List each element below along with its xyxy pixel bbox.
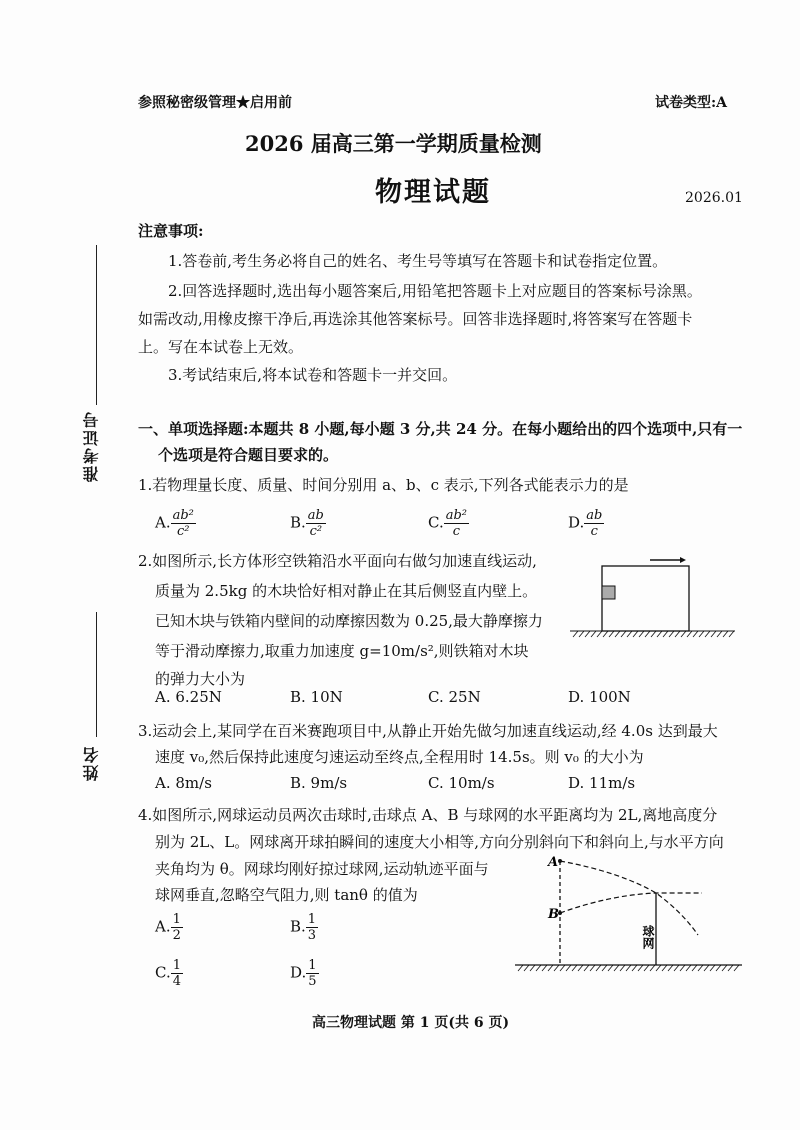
q2-option-a: A. 6.25N — [155, 688, 222, 706]
q4-option-a: A. $\frac{1}{2}$ — [155, 912, 181, 943]
exam-no-label: 准考证号 — [82, 410, 101, 482]
note-1: 1.答卷前,考生务必将自己的姓名、考生号等填写在答题卡和试卷指定位置。 — [168, 252, 668, 270]
q3-line-1: 3.运动会上,某同学在百米赛跑项目中,从静止开始先做匀加速直线运动,经 4.0s 达到最大 — [138, 722, 718, 740]
name-label: 姓名 — [82, 745, 101, 781]
q4-line-4: 球网垂直,忽略空气阻力,则 tanθ 的值为 — [155, 886, 418, 904]
q1-option-d: D. $\frac{ab}{c}$ — [568, 508, 603, 539]
notes-title: 注意事项: — [138, 222, 204, 240]
q2-line-4: 等于滑动摩擦力,取重力加速度 g=10m/s²,则铁箱对木块 — [155, 642, 529, 660]
name-line — [96, 612, 97, 737]
q1-option-a: A. $\frac{\text{ab²}}{\text{c²}}$ — [155, 508, 194, 539]
secret-level: 参照秘密级管理★启用前 — [138, 95, 292, 111]
q2-line-3: 已知木块与铁箱内壁间的动摩擦因数为 0.25,最大静摩擦力 — [155, 612, 543, 630]
q4-line-3: 夹角均为 θ。网球均刚好掠过球网,运动轨迹平面与 — [155, 860, 489, 878]
note-2: 2.回答选择题时,选出每小题答案后,用铅笔把答题卡上对应题目的答案标号涂黑。 — [168, 282, 702, 300]
q2-option-b: B. 10N — [290, 688, 343, 706]
q3-line-2: 速度 v₀,然后保持此速度匀速运动至终点,全程用时 14.5s。则 v₀ 的大小为 — [155, 748, 644, 766]
q4-line-1: 4.如图所示,网球运动员两次击球时,击球点 A、B 与球网的水平距离均为 2L,离地高度分 — [138, 806, 718, 824]
q4-option-d: D. $\frac{1}{5}$ — [290, 958, 317, 989]
q1-option-b: B. $\frac{ab}{\text{c²}}$ — [290, 508, 324, 539]
note-2-cont: 如需改动,用橡皮擦干净后,再选涂其他答案标号。回答非选择题时,将答案写在答题卡 — [138, 310, 693, 328]
tennis-figure — [510, 850, 750, 975]
q3-option-b: B. 9m/s — [290, 774, 348, 792]
exam-no-line — [96, 245, 97, 405]
q2-line-2: 质量为 2.5kg 的木块恰好相对静止在其后侧竖直内壁上。 — [155, 582, 538, 600]
q3-option-c: C. 10m/s — [428, 774, 495, 792]
q2-option-c: C. 25N — [428, 688, 481, 706]
q4-option-c: C. $\frac{1}{4}$ — [155, 958, 181, 989]
q2-option-d: D. 100N — [568, 688, 631, 706]
note-2-end: 上。写在本试卷上无效。 — [138, 338, 304, 356]
iron-box-figure — [565, 550, 745, 640]
section-heading-cont: 个选项是符合题目要求的。 — [158, 446, 339, 464]
page-footer: 高三物理试题 第 1 页(共 6 页) — [312, 1015, 510, 1031]
point-b-label: B — [548, 907, 559, 922]
section-heading: 一、单项选择题:本题共 8 小题,每小题 3 分,共 24 分。在每小题给出的四个选项中,只有一 — [138, 420, 743, 438]
q1-option-c: C. $\frac{\text{ab²}}{c}$ — [428, 508, 468, 539]
exam-date: 2026.01 — [685, 190, 743, 206]
note-3: 3.考试结束后,将本试卷和答题卡一并交回。 — [168, 366, 458, 384]
subject-title: 物理试题 — [375, 177, 491, 208]
paper-type: 试卷类型:A — [655, 95, 728, 111]
point-a-label: A — [548, 855, 559, 870]
q4-line-2: 别为 2L、L。网球离开球拍瞬间的速度大小相等,方向分别斜向下和斜向上,与水平方向 — [155, 833, 724, 851]
q2-line-5: 的弹力大小为 — [155, 670, 246, 688]
q3-option-d: D. 11m/s — [568, 774, 636, 792]
q3-option-a: A. 8m/s — [155, 774, 212, 792]
q2-line-1: 2.如图所示,长方体形空铁箱沿水平面向右做匀加速直线运动, — [138, 552, 537, 570]
q4-option-b: B. $\frac{1}{3}$ — [290, 912, 317, 943]
exam-title: 2026 届高三第一学期质量检测 — [245, 131, 542, 156]
net-label: 球网 — [641, 925, 655, 949]
q1-stem: 1.若物理量长度、质量、时间分别用 a、b、c 表示,下列各式能表示力的是 — [138, 476, 629, 494]
